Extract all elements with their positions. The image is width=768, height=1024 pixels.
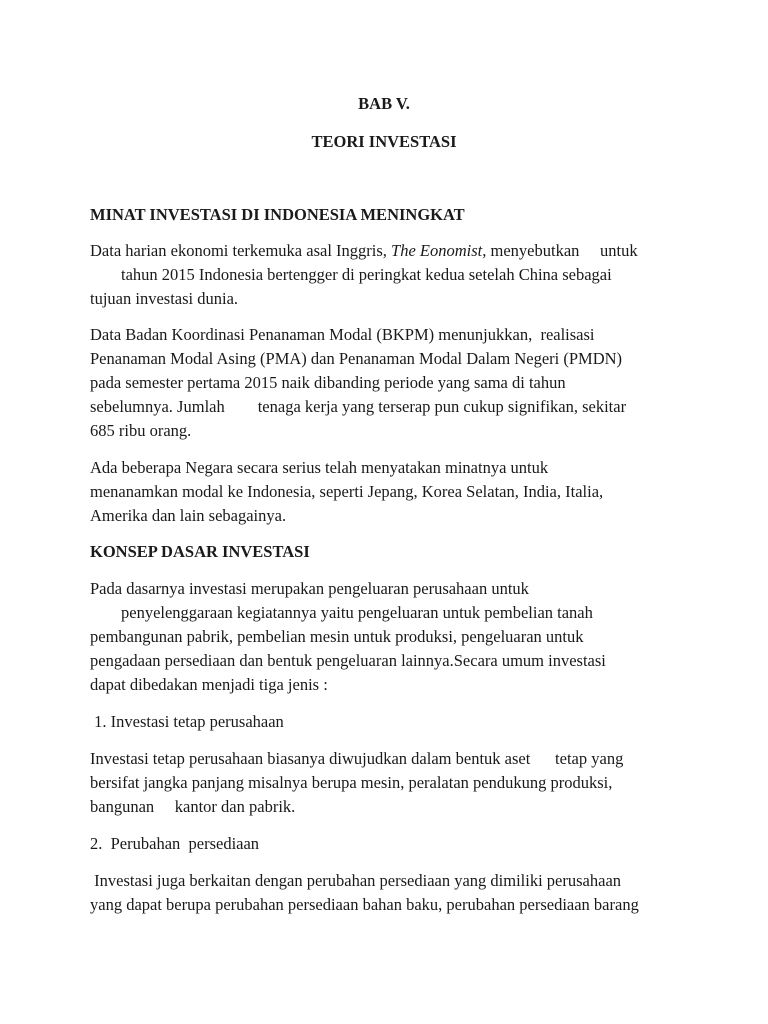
paragraph-line: menanamkan modal ke Indonesia, seperti Jepang, Korea Selatan, India, Italia, — [90, 482, 604, 501]
list-item-label: 2. Perubahan persediaan — [90, 834, 260, 853]
paragraph-line: bersifat jangka panjang misalnya berupa mesin, peralatan pendukung produksi, — [90, 773, 613, 792]
paragraph-line: sebelumnya. Jumlah tenaga kerja yang terserap pun cukup signifikan, sekitar — [90, 397, 627, 416]
paragraph-line: pengadaan persediaan dan bentuk pengeluaran lainnya.Secara umum investasi — [90, 651, 606, 670]
chapter-label: BAB V. — [358, 94, 410, 113]
publication-name: The Eonomist, — [391, 241, 487, 260]
text-segment: Data harian ekonomi terkemuka asal Inggris, — [90, 241, 392, 260]
paragraph-line: Pada dasarnya investasi merupakan pengeluaran perusahaan untuk — [90, 579, 529, 598]
paragraph-line: 685 ribu orang. — [90, 421, 192, 440]
paragraph-line: Data Badan Koordinasi Penanaman Modal (BKPM) menunjukkan, realisasi — [90, 325, 595, 344]
section-heading-konsep: KONSEP DASAR INVESTASI — [90, 542, 310, 561]
paragraph-line: dapat dibedakan menjadi tiga jenis : — [90, 675, 328, 694]
paragraph-line: tujuan investasi dunia. — [90, 289, 239, 308]
paragraph-line: Penanaman Modal Asing (PMA) dan Penanaman Modal Dalam Negeri (PMDN) — [90, 349, 623, 368]
document-title: TEORI INVESTASI — [311, 132, 457, 151]
paragraph-line: pembangunan pabrik, pembelian mesin untuk produksi, pengeluaran untuk — [90, 627, 584, 646]
paragraph-line: pada semester pertama 2015 naik dibanding periode yang sama di tahun — [90, 373, 566, 392]
paragraph-line: Investasi juga berkaitan dengan perubahan persediaan yang dimiliki perusahaan — [90, 871, 622, 890]
paragraph-line: tahun 2015 Indonesia bertengger di peringkat kedua setelah China sebagai — [121, 265, 612, 284]
paragraph-line: bangunan kantor dan pabrik. — [90, 797, 296, 816]
text-segment: menyebutkan untuk — [486, 241, 638, 260]
paragraph-line: penyelenggaraan kegiatannya yaitu pengeluaran untuk pembelian tanah — [121, 603, 593, 622]
paragraph-line: yang dapat berupa perubahan persediaan bahan baku, perubahan persediaan barang — [90, 895, 639, 914]
paragraph-line — [90, 240, 638, 262]
paragraph-line: Ada beberapa Negara secara serius telah menyatakan minatnya untuk — [90, 458, 549, 477]
list-item-label: 1. Investasi tetap perusahaan — [90, 712, 284, 731]
section-heading-minat: MINAT INVESTASI DI INDONESIA MENINGKAT — [90, 205, 465, 224]
paragraph-line: Investasi tetap perusahaan biasanya diwujudkan dalam bentuk aset tetap yang — [90, 749, 624, 768]
paragraph-line: Amerika dan lain sebagainya. — [90, 506, 287, 525]
